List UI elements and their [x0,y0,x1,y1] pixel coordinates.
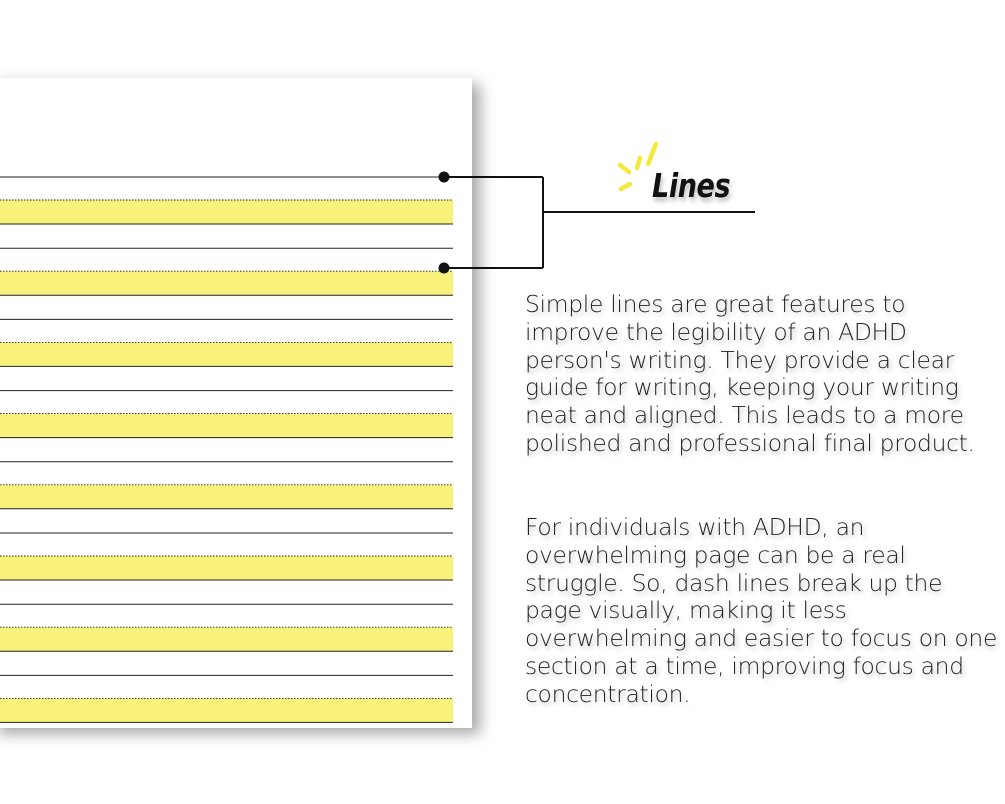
bullet-dot-icon [439,172,450,183]
description-paragraph-1: Simple lines are great features to improve the legibility of an ADHD person's writing. They provide a clear guide for writing, keeping your writing neat and aligned. This leads to a more polished and professional final product. [525,290,975,457]
description-paragraph-2: For individuals with ADHD, an overwhelming page can be a real struggle. So, dash lines break up the page visually, making it less overwhelming and easier to focus on one section at a time, improving focus and concentration. [525,513,998,708]
bullet-dot-icon [439,263,450,274]
section-title: Lines [652,166,731,205]
